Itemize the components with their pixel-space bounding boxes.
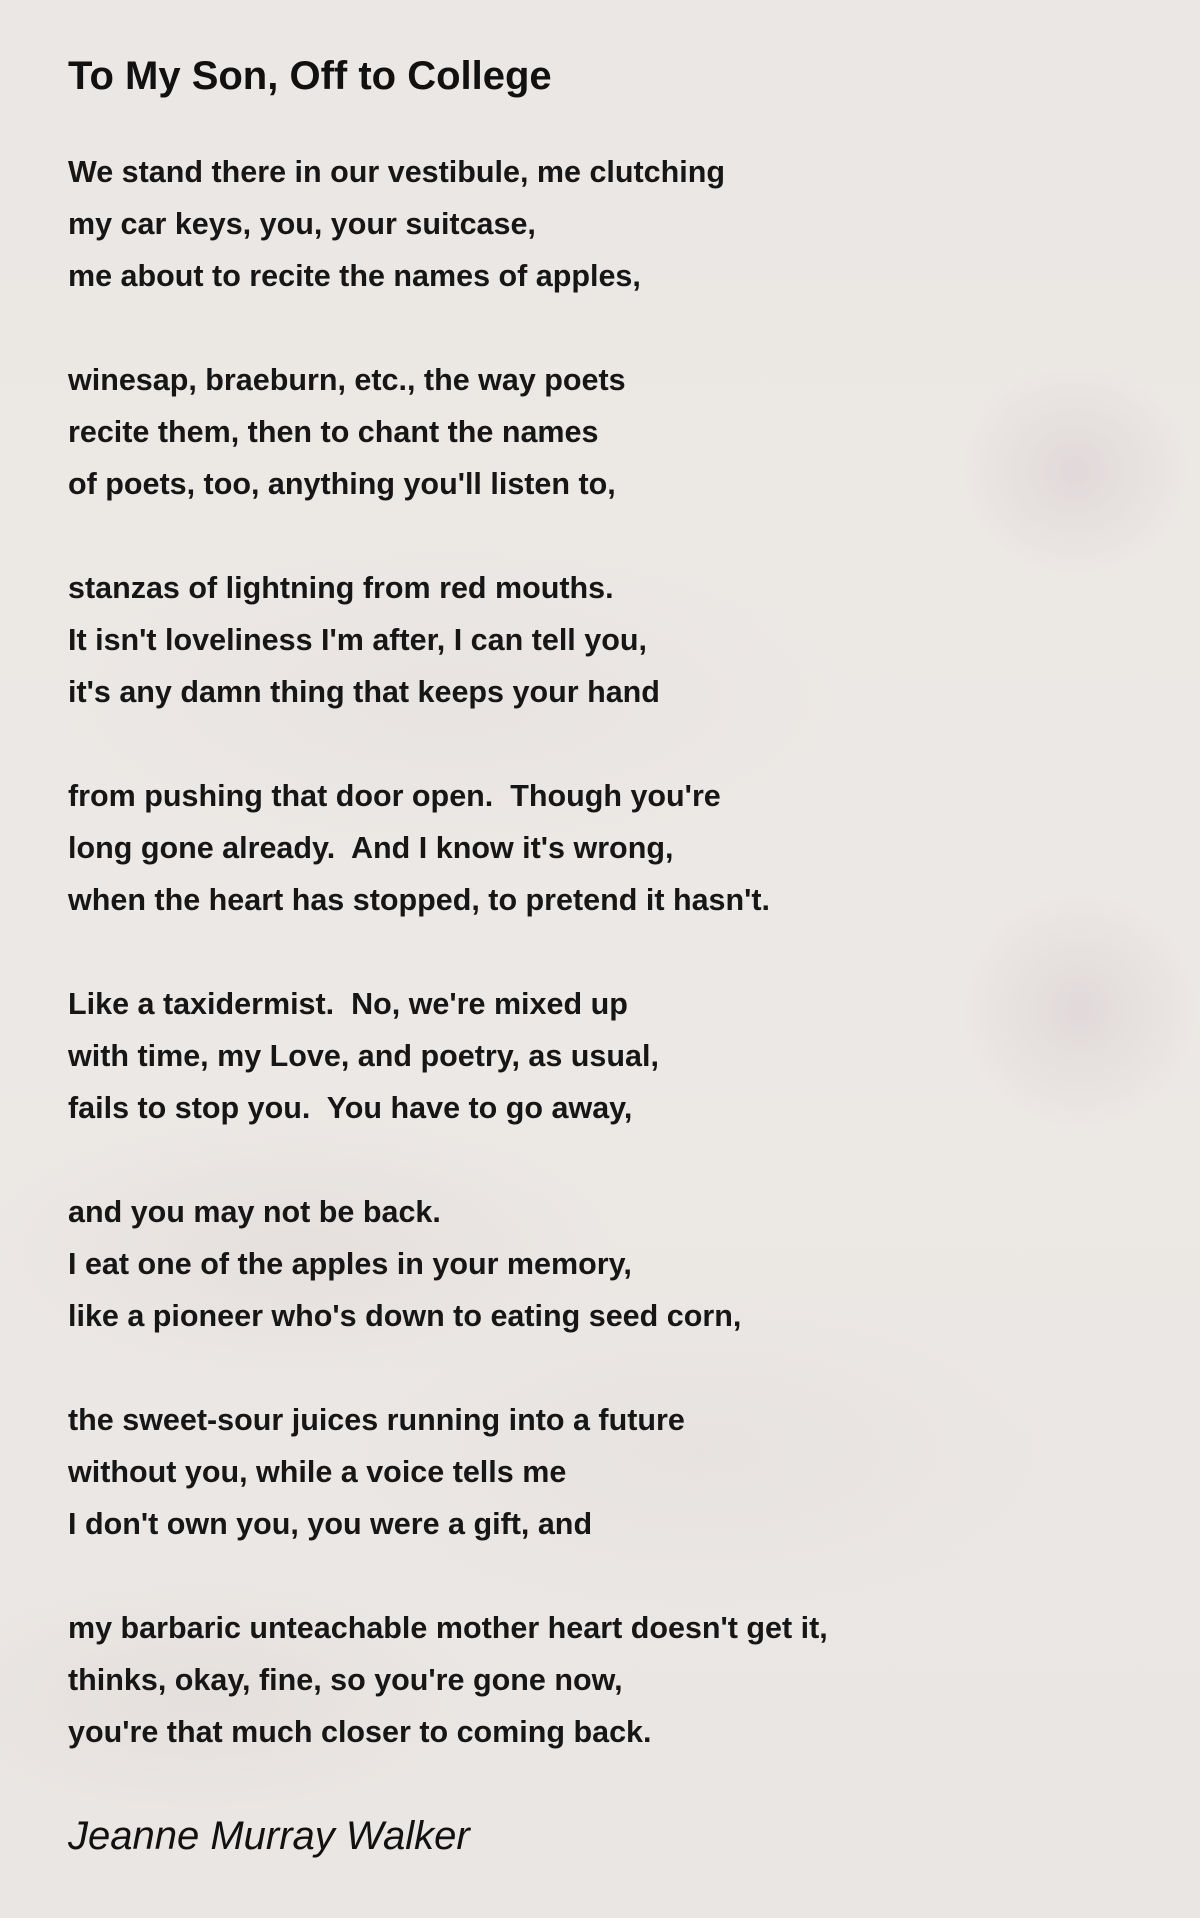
poem-line: stanzas of lightning from red mouths.: [68, 571, 614, 605]
poem-line: recite them, then to chant the names: [68, 415, 599, 449]
poem-line: thinks, okay, fine, so you're gone now,: [68, 1663, 623, 1697]
stanza-7: [68, 1394, 1148, 1550]
poem-line: me about to recite the names of apples,: [68, 259, 641, 293]
poem-line: my car keys, you, your suitcase,: [68, 207, 536, 241]
poem-line: We stand there in our vestibule, me clutching: [68, 155, 726, 189]
poem-line: Like a taxidermist. No, we're mixed up: [68, 987, 628, 1021]
stanza-8: [68, 1602, 1148, 1758]
poem-line: like a pioneer who's down to eating seed corn,: [68, 1299, 742, 1333]
stanza-5: [68, 978, 1148, 1134]
poem-line: of poets, too, anything you'll listen to,: [68, 467, 616, 501]
poem-line: and you may not be back.: [68, 1195, 441, 1229]
poem-line: without you, while a voice tells me: [68, 1455, 567, 1489]
poem-line: long gone already. And I know it's wrong,: [68, 831, 674, 865]
stanza-6: [68, 1186, 1148, 1342]
stanza-2: [68, 354, 1148, 510]
stanza-1: [68, 146, 1148, 302]
poem-line: I don't own you, you were a gift, and: [68, 1507, 593, 1541]
stanza-3: [68, 562, 1148, 718]
poem-line: with time, my Love, and poetry, as usual,: [68, 1039, 659, 1073]
stanza-4: [68, 770, 1148, 926]
poem-line: fails to stop you. You have to go away,: [68, 1091, 633, 1125]
poem-title: To My Son, Off to College: [68, 54, 552, 98]
poem-line: the sweet-sour juices running into a future: [68, 1403, 685, 1437]
poem-author: Jeanne Murray Walker: [68, 1814, 470, 1858]
poem-line: my barbaric unteachable mother heart doesn't get it,: [68, 1611, 828, 1645]
poem-card: [68, 50, 1148, 1862]
poem-body: [68, 146, 1148, 1758]
poem-line: I eat one of the apples in your memory,: [68, 1247, 632, 1281]
poem-line: It isn't loveliness I'm after, I can tell you,: [68, 623, 647, 657]
poem-line: when the heart has stopped, to pretend it hasn't.: [68, 883, 771, 917]
poem-line: it's any damn thing that keeps your hand: [68, 675, 660, 709]
poem-line: winesap, braeburn, etc., the way poets: [68, 363, 626, 397]
poem-line: you're that much closer to coming back.: [68, 1715, 652, 1749]
poem-line: from pushing that door open. Though you're: [68, 779, 721, 813]
